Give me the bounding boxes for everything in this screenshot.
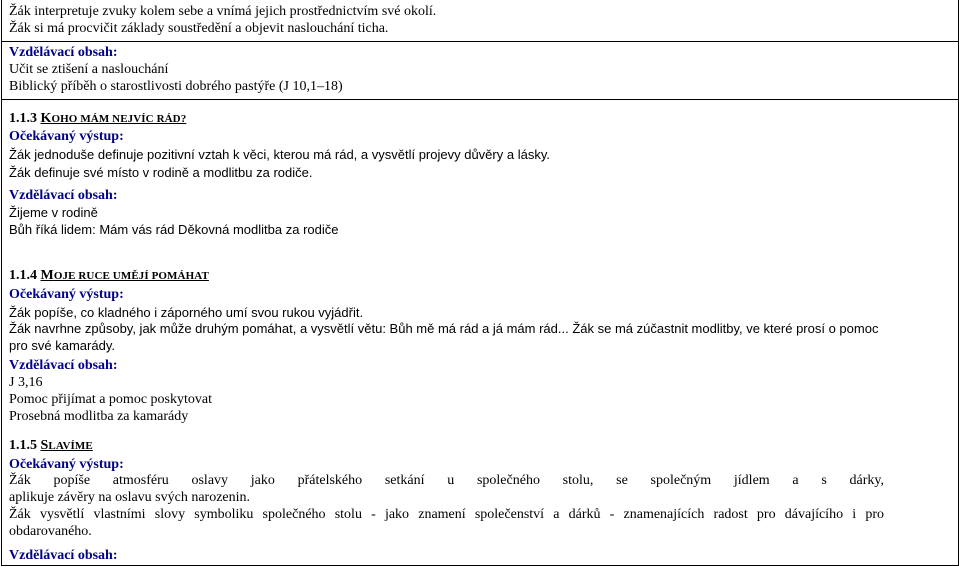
outcome-label: Očekávaný výstup: bbox=[9, 287, 124, 302]
row-divider-2 bbox=[1, 99, 958, 100]
content-item: J 3,16 bbox=[9, 375, 43, 390]
outcome-line: Žák definuje své místo v rodině a modlitbu za rodiče. bbox=[9, 165, 313, 180]
outcome-line: Žák popíše atmosféru oslavy jako přátelského setkání u společného stolu, se společným jídlem a s dárky, bbox=[9, 473, 884, 488]
section-number: 1.1.4 bbox=[9, 268, 37, 283]
content-item: Prosebná modlitba za kamarády bbox=[9, 409, 189, 424]
content-item: Bůh říká lidem: Mám vás rád Děkovná modlitba za rodiče bbox=[9, 222, 339, 237]
outcome-line: Žák jednoduše definuje pozitivní vztah k věci, kterou má rád, a vysvětlí projevy důvěry a lásky. bbox=[9, 147, 550, 162]
content-label: Vzdělávací obsah: bbox=[9, 188, 118, 203]
section-heading bbox=[9, 267, 209, 285]
outcome-label: Očekávaný výstup: bbox=[9, 457, 124, 472]
outcome-line: pro své kamarády. bbox=[9, 338, 115, 353]
content-label: Vzdělávací obsah: bbox=[9, 358, 118, 373]
section-heading bbox=[9, 437, 93, 455]
content-item: Biblický příběh o starostlivosti dobrého pastýře (J 10,1–18) bbox=[9, 79, 343, 94]
outcome-line: Žák si má procvičit základy soustředění a objevit naslouchání ticha. bbox=[9, 21, 389, 36]
outcome-line: aplikuje závěry na oslavu svých narozenin. bbox=[9, 490, 251, 505]
section-number: 1.1.3 bbox=[9, 111, 37, 126]
outcome-line: Žák popíše, co kladného i záporného umí svou rukou vyjádřit. bbox=[9, 305, 364, 320]
content-item: Žijeme v rodině bbox=[9, 205, 98, 220]
content-item: Učit se ztišení a naslouchání bbox=[9, 62, 169, 77]
outcome-line: obdarovaného. bbox=[9, 524, 92, 539]
row-divider-1 bbox=[1, 41, 958, 42]
outcome-label: Očekávaný výstup: bbox=[9, 129, 124, 144]
section-title: MOJE RUCE UMĚJÍ POMÁHAT bbox=[40, 268, 209, 283]
section-heading bbox=[9, 110, 186, 128]
outcome-line: Žák vysvětlí vlastními slovy symboliku společného stolu - jako znamení společenství a dárků - znamenajících radost pro dávajícího i pro bbox=[9, 507, 884, 522]
section-number: 1.1.5 bbox=[9, 438, 37, 453]
outcome-line: Žák interpretuje zvuky kolem sebe a vnímá jejich prostřednictvím své okolí. bbox=[9, 4, 437, 19]
section-title: SLAVÍME bbox=[40, 438, 93, 453]
outcome-line: Žák navrhne způsoby, jak může druhým pomáhat, a vysvětlí větu: Bůh mě má rád a já mám rád... Žák se má zúčastnit modlitby, ve které prosí o pomoc bbox=[9, 321, 879, 336]
content-label: Vzdělávací obsah: bbox=[9, 45, 118, 60]
section-title: KOHO MÁM NEJVÍC RÁD? bbox=[40, 111, 187, 126]
content-label: Vzdělávací obsah: bbox=[9, 548, 118, 563]
content-item: Pomoc přijímat a pomoc poskytovat bbox=[9, 392, 212, 407]
